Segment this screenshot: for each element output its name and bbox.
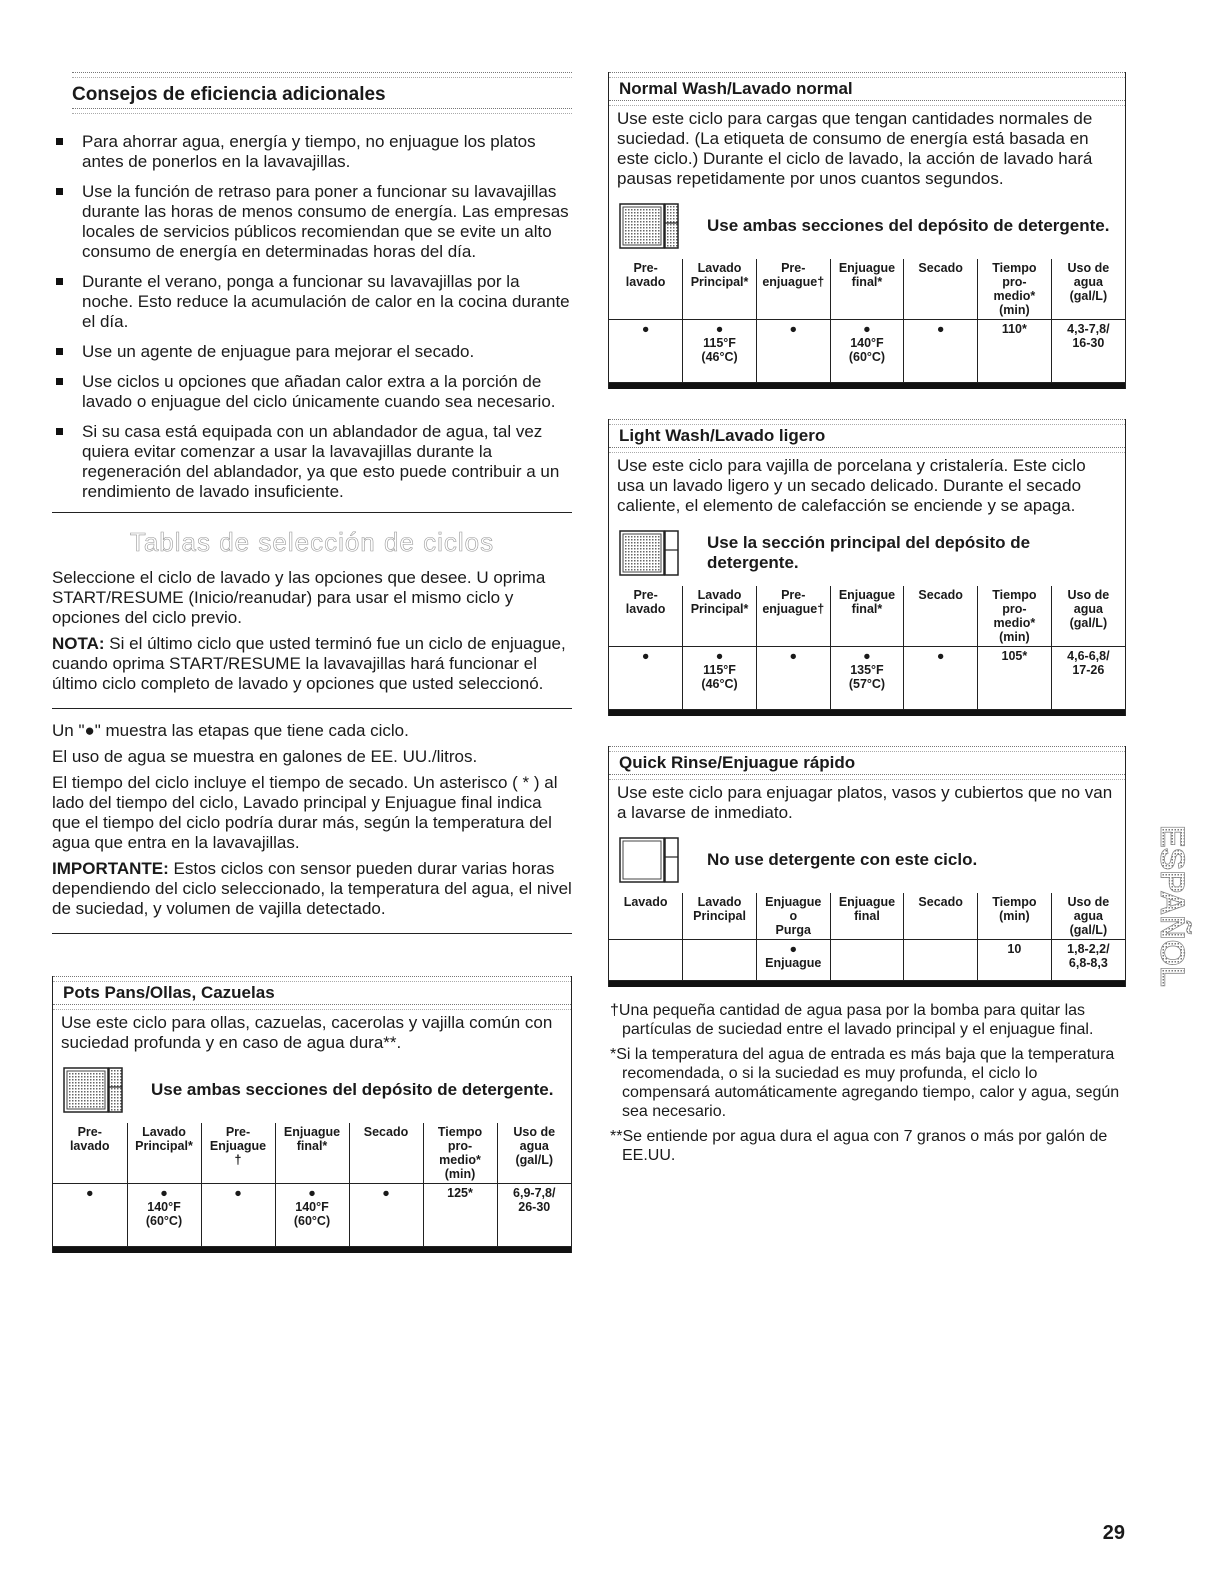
side-tab-text: ESPAÑOL xyxy=(1153,825,1191,987)
table-cell: ● xyxy=(349,1184,423,1247)
table-cell xyxy=(609,940,683,981)
table-header: Pre- lavado xyxy=(609,259,683,320)
list-item: Use ciclos u opciones que añadan calor extra a la porción de lavado o enjuague del ciclo únicamente cuando sea necesario. xyxy=(52,372,572,412)
cycle-pots-pans xyxy=(52,976,572,1253)
legend-water: El uso de agua se muestra en galones de EE. UU./litros. xyxy=(52,747,478,766)
table-cell: 125* xyxy=(423,1184,497,1247)
cycle-description: Use este ciclo para cargas que tengan cantidades normales de suciedad. (La etiqueta de consumo de energía está basada en este ciclo.) Durante el ciclo de lavado, la acción de lavado hará pausas repetidamente por unos cuantos segundos. xyxy=(617,109,1093,188)
dotted-divider xyxy=(53,1004,571,1010)
cycle-table xyxy=(609,893,1125,981)
cycle-table xyxy=(53,1123,571,1247)
table-cell: ● xyxy=(53,1184,127,1247)
table-cell: ● 115°F (46°C) xyxy=(683,320,757,383)
important-label: IMPORTANTE: xyxy=(52,859,169,878)
detergent-row xyxy=(609,823,1125,893)
table-header: Enjuague final xyxy=(830,893,904,940)
section-divider xyxy=(52,708,572,709)
dotted-divider xyxy=(609,447,1125,453)
section-title: Tablas de selección de ciclos xyxy=(129,527,495,557)
table-header: Uso de agua (gal/L) xyxy=(1051,893,1125,940)
footnote: †Una pequeña cantidad de agua pasa por la bomba para quitar las partículas de suciedad entre el lavado principal y el enjuague final. xyxy=(610,1002,1094,1038)
detergent-instruction: Use la sección principal del depósito de detergente. xyxy=(707,533,1031,572)
table-header: Pre- lavado xyxy=(609,586,683,647)
table-header: Enjuague final* xyxy=(830,586,904,647)
cycle-quick-rinse xyxy=(608,746,1126,987)
table-header: Secado xyxy=(904,259,978,320)
table-header: Enjuague final* xyxy=(830,259,904,320)
note-text: Si el último ciclo que usted terminó fue un ciclo de enjuague, cuando oprima START/RESUME la lavavajillas hará funcionar el último ciclo completo de lavado y opciones que usted seleccionó. xyxy=(52,634,566,693)
cycle-title: Pots Pans/Ollas, Cazuelas xyxy=(63,983,275,1002)
table-header: Tiempo pro- medio* (min) xyxy=(423,1123,497,1184)
table-header-row xyxy=(53,1123,571,1184)
table-header: Uso de agua (gal/L) xyxy=(1051,586,1125,647)
table-cell: 105* xyxy=(978,647,1052,710)
table-header: Lavado Principal* xyxy=(683,586,757,647)
cycle-description: Use este ciclo para enjuagar platos, vasos y cubiertos que no van a lavarse de inmediato. xyxy=(617,783,1113,822)
table-row xyxy=(609,320,1125,383)
table-header: Tiempo (min) xyxy=(978,893,1052,940)
cycle-title: Quick Rinse/Enjuague rápido xyxy=(619,753,856,772)
footnote: **Se entiende por agua dura el agua con 7 granos o más por galón de EE.UU. xyxy=(610,1128,1108,1164)
table-bottom-bar xyxy=(609,981,1125,987)
dotted-divider xyxy=(609,100,1125,106)
detergent-row xyxy=(609,189,1125,259)
dotted-divider xyxy=(72,108,572,114)
table-header: Lavado Principal xyxy=(683,893,757,940)
table-header: Pre- enjuague† xyxy=(756,586,830,647)
table-cell: ● 115°F (46°C) xyxy=(683,647,757,710)
important-text: Estos ciclos con sensor pueden durar varias horas dependiendo del ciclo seleccionado, la temperatura del agua, el nivel de suciedad, y volumen de vajilla detectado. xyxy=(52,859,572,918)
detergent-instruction: No use detergente con este ciclo. xyxy=(707,850,978,869)
table-cell: ● 135°F (57°C) xyxy=(830,647,904,710)
list-item: Si su casa está equipada con un ablandador de agua, tal vez quiera evitar comenzar a usar la lavavajillas durante la regeneración del ablandador, ya que esto puede contribuir a un rendimiento de lavado insuficiente. xyxy=(52,422,572,502)
table-bottom-bar xyxy=(53,1247,571,1253)
table-header: Secado xyxy=(904,586,978,647)
table-cell: 1,8-2,2/ 6,8-8,3 xyxy=(1051,940,1125,981)
tips-title: Consejos de eficiencia adicionales xyxy=(72,84,386,105)
table-header: Tiempo pro- medio* (min) xyxy=(978,586,1052,647)
dispenser-main-icon xyxy=(619,530,679,576)
footnote: *Si la temperatura del agua de entrada es más baja que la temperatura recomendada, o si la suciedad es muy profunda, el ciclo lo compensará automáticamente agregando tiempo, calor y agua, según sea necesario. xyxy=(610,1046,1120,1120)
table-cell: ● 140°F (60°C) xyxy=(275,1184,349,1247)
table-cell xyxy=(830,940,904,981)
detergent-instruction: Use ambas secciones del depósito de detergente. xyxy=(151,1080,554,1099)
legend-dot: Un "●" muestra las etapas que tiene cada ciclo. xyxy=(52,721,409,740)
section-divider xyxy=(52,933,572,934)
table-cell: 6,9-7,8/ 26-30 xyxy=(497,1184,571,1247)
right-column xyxy=(608,72,1126,1171)
table-header: Secado xyxy=(904,893,978,940)
table-bottom-bar xyxy=(609,710,1125,716)
table-cell: ● xyxy=(756,320,830,383)
table-header: Pre- Enjuague † xyxy=(201,1123,275,1184)
intro-text: Seleccione el ciclo de lavado y las opciones que desee. U oprima START/RESUME (Inicio/reanudar) para usar el mismo ciclo y opciones del ciclo previo. xyxy=(52,568,546,627)
table-header: Secado xyxy=(349,1123,423,1184)
table-header-row xyxy=(609,259,1125,320)
table-row xyxy=(53,1184,571,1247)
table-header: Tiempo pro- medio* (min) xyxy=(978,259,1052,320)
legend-time: El tiempo del ciclo incluye el tiempo de secado. Un asterisco ( * ) al lado del tiempo del ciclo, Lavado principal y Enjuague final indica que el tiempo del ciclo podría durar más, según la temperatura del agua que entra en la lavavajillas. xyxy=(52,773,558,852)
table-cell: ● xyxy=(609,320,683,383)
page-number: 29 xyxy=(1102,1522,1125,1544)
list-item: Use la función de retraso para poner a funcionar su lavavajillas durante las horas de menos consumo de energía. Las empresas locales de servicios públicos recomiendan que se evite un alto consumo de energía en determinadas horas del día. xyxy=(52,182,572,262)
tips-header xyxy=(52,72,572,114)
dotted-divider xyxy=(609,774,1125,780)
dotted-divider xyxy=(72,72,572,78)
table-header: Uso de agua (gal/L) xyxy=(1051,259,1125,320)
table-cell: 110* xyxy=(978,320,1052,383)
table-cell: 10 xyxy=(978,940,1052,981)
table-cell: ● xyxy=(609,647,683,710)
cycle-title: Light Wash/Lavado ligero xyxy=(619,426,826,445)
detergent-row xyxy=(609,516,1125,586)
list-item: Use un agente de enjuague para mejorar el secado. xyxy=(52,342,572,362)
table-cell: ● xyxy=(201,1184,275,1247)
detergent-instruction: Use ambas secciones del depósito de detergente. xyxy=(707,216,1110,235)
cycle-table xyxy=(609,259,1125,383)
table-cell: ● 140°F (60°C) xyxy=(830,320,904,383)
table-row xyxy=(609,647,1125,710)
note-label: NOTA: xyxy=(52,634,105,653)
table-header: Lavado xyxy=(609,893,683,940)
table-header: Lavado Principal* xyxy=(683,259,757,320)
table-cell: ● Enjuague xyxy=(756,940,830,981)
tips-list xyxy=(52,132,572,502)
cycle-table xyxy=(609,586,1125,710)
list-item: Durante el verano, ponga a funcionar su lavavajillas por la noche. Esto reduce la acumulación de calor en la cocina durante el día. xyxy=(52,272,572,332)
cycle-light-wash xyxy=(608,419,1126,716)
dispenser-empty-icon xyxy=(619,837,679,883)
table-cell xyxy=(683,940,757,981)
cycle-normal-wash xyxy=(608,72,1126,389)
detergent-row xyxy=(53,1053,571,1123)
table-cell: 4,6-6,8/ 17-26 xyxy=(1051,647,1125,710)
footnotes xyxy=(608,1001,1126,1165)
table-header-row xyxy=(609,893,1125,940)
table-cell: 4,3-7,8/ 16-30 xyxy=(1051,320,1125,383)
dispenser-both-icon xyxy=(63,1067,123,1113)
table-cell: ● xyxy=(904,647,978,710)
table-header: Pre- enjuague† xyxy=(756,259,830,320)
table-row xyxy=(609,940,1125,981)
table-header: Lavado Principal* xyxy=(127,1123,201,1184)
table-cell xyxy=(904,940,978,981)
note-paragraph xyxy=(52,634,572,694)
cycle-description: Use este ciclo para vajilla de porcelana y cristalería. Este ciclo usa un lavado ligero y un secado delicado. Durante el secado caliente, el elemento de calefacción se enciende y se apaga. xyxy=(617,456,1086,515)
table-bottom-bar xyxy=(609,383,1125,389)
table-header: Uso de agua (gal/L) xyxy=(497,1123,571,1184)
table-header: Enjuague o Purga xyxy=(756,893,830,940)
table-cell: ● xyxy=(904,320,978,383)
table-cell: ● xyxy=(756,647,830,710)
table-header: Pre- lavado xyxy=(53,1123,127,1184)
table-cell: ● 140°F (60°C) xyxy=(127,1184,201,1247)
left-column xyxy=(52,72,572,1253)
cycle-title: Normal Wash/Lavado normal xyxy=(619,79,853,98)
section-divider xyxy=(52,512,572,513)
table-header-row xyxy=(609,586,1125,647)
list-item: Para ahorrar agua, energía y tiempo, no enjuague los platos antes de ponerlos en la lavavajillas. xyxy=(52,132,572,172)
table-header: Enjuague final* xyxy=(275,1123,349,1184)
cycle-description: Use este ciclo para ollas, cazuelas, cacerolas y vajilla común con suciedad profunda y en caso de agua dura**. xyxy=(61,1013,553,1052)
important-paragraph xyxy=(52,859,572,919)
language-side-tab xyxy=(1133,815,1191,1055)
dispenser-both-icon xyxy=(619,203,679,249)
